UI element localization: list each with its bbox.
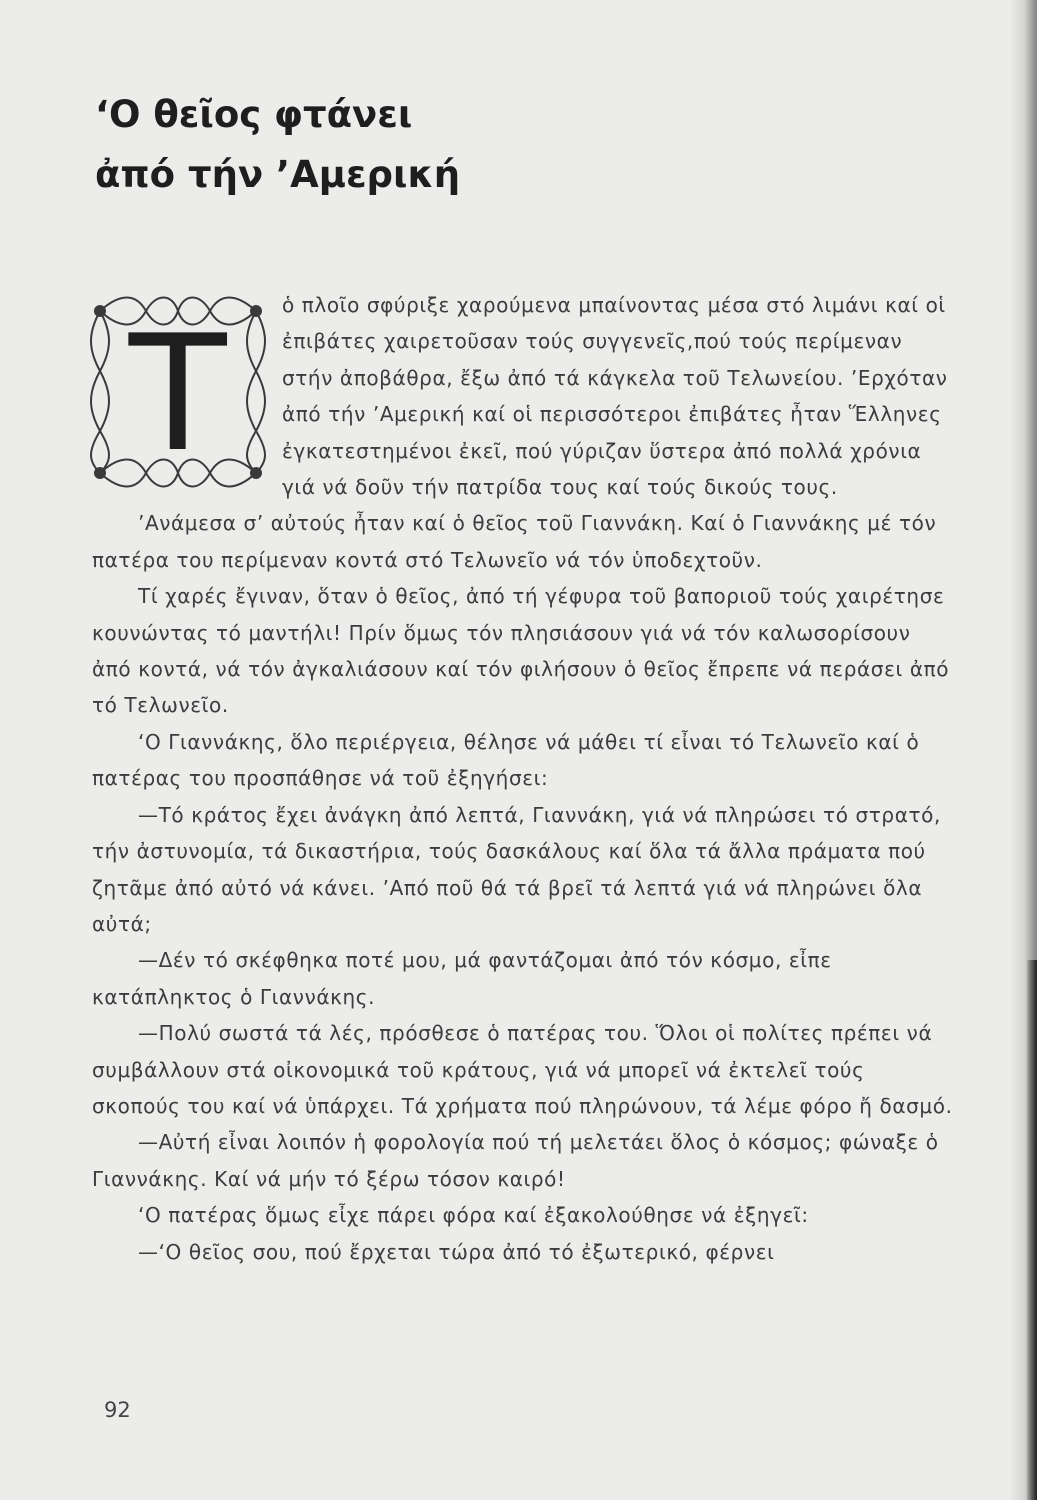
chapter-title-line-2: ἀπό τήν ’Αμερική — [95, 153, 461, 196]
drop-cap-letter: T — [128, 300, 228, 487]
ornamental-drop-cap — [86, 289, 270, 495]
body-text — [92, 287, 954, 1270]
page-edge-dark — [1027, 960, 1037, 1500]
dialogue-paragraph: —Πολύ σωστά τά λές, πρόσθεσε ὁ πατέρας του. Ὅλοι οἱ πολίτες πρέπει νά συμβάλλουν στά οἰκονομικά τοῦ κράτους, γιά νά μπορεῖ νά ἐκτελεῖ τούς σκοπούς του καί νά ὑπάρχει. Τά χρήματα πού πληρώνουν, τά λέμε φόρο ἤ δασμό. — [92, 1021, 953, 1118]
paragraph: ὁ πλοῖο σφύριξε χαρούμενα μπαίνοντας μέσα στό λιμάνι καί οἱ ἐπιβάτες χαιρετοῦσαν τούς συγγενεῖς,πού τούς περίμεναν στήν ἀποβάθρα, ἔξω ἀπό τά κάγκελα τοῦ Τελωνείου. ’Ερχόταν ἀπό τήν ’Αμερική καί οἱ περισσότεροι ἐπιβάτες ἦταν Ἕλληνες ἐγκατεστημένοι ἐκεῖ, πού γύριζαν ὕστερα ἀπό πολλά χρόνια γιά νά δοῦν τήν πατρίδα τους καί τούς δικούς τους. — [282, 293, 948, 500]
paragraph: ’Ανάμεσα σ’ αὐτούς ἦταν καί ὁ θεῖος τοῦ Γιαννάκη. Καί ὁ Γιαννάκης μέ τόν πατέρα του περίμεναν κοντά στό Τελωνεῖο νά τόν ὑποδεχτοῦν. — [92, 511, 937, 572]
page-number: 92 — [104, 1398, 131, 1422]
chapter-title — [95, 85, 460, 205]
dialogue-paragraph: —‘Ο θεῖος σου, πού ἔρχεται τώρα ἀπό τό ἐξωτερικό, φέρνει — [138, 1239, 775, 1264]
dialogue-paragraph: —Αὐτή εἶναι λοιπόν ἡ φορολογία πού τή μελετάει ὅλος ὁ κόσμος; φώναξε ὁ Γιαννάκης. Καί νά μήν τό ξέρω τόσον καιρό! — [92, 1130, 939, 1191]
paragraph: ‘Ο Γιαννάκης, ὅλο περιέργεια, θέλησε νά μάθει τί εἶναι τό Τελωνεῖο καί ὁ πατέρας του προσπάθησε νά τοῦ ἐξηγήσει: — [92, 729, 920, 791]
dialogue-paragraph: —Τό κράτος ἔχει ἀνάγκη ἀπό λεπτά, Γιαννάκη, γιά νά πληρώσει τό στρατό, τήν ἀστυνομία, τά δικαστήρια, τούς δασκάλους καί ὅλα τά ἄλλα πράματα πού ζητᾶμε ἀπό αὐτό νά κάνει. ’Από ποῦ θά τά βρεῖ τά λεπτά γιά νά πληρώνει ὅλα αὐτά; — [92, 802, 941, 936]
chapter-title-line-1: ‘Ο θεῖος φτάνει — [95, 93, 413, 136]
drop-cap-frame-icon — [86, 289, 270, 495]
paragraph: Τί χαρές ἔγιναν, ὅταν ὁ θεῖος, ἀπό τή γέφυρα τοῦ βαποριοῦ τούς χαιρέτησε κουνώντας τό μαντήλι! Πρίν ὅμως τόν πλησιάσουν γιά νά τόν καλωσορίσουν ἀπό κοντά, νά τόν ἀγκαλιάσουν καί τόν φιλήσουν ὁ θεῖος ἔπρεπε νά περάσει ἀπό τό Τελωνεῖο. — [92, 584, 950, 718]
dialogue-paragraph: —Δέν τό σκέφθηκα ποτέ μου, μά φαντάζομαι ἀπό τόν κόσμο, εἶπε κατάπληκτος ὁ Γιαννάκης. — [92, 948, 832, 1009]
paragraph: ‘Ο πατέρας ὅμως εἶχε πάρει φόρα καί ἐξακολούθησε νά ἐξηγεῖ: — [138, 1203, 809, 1228]
